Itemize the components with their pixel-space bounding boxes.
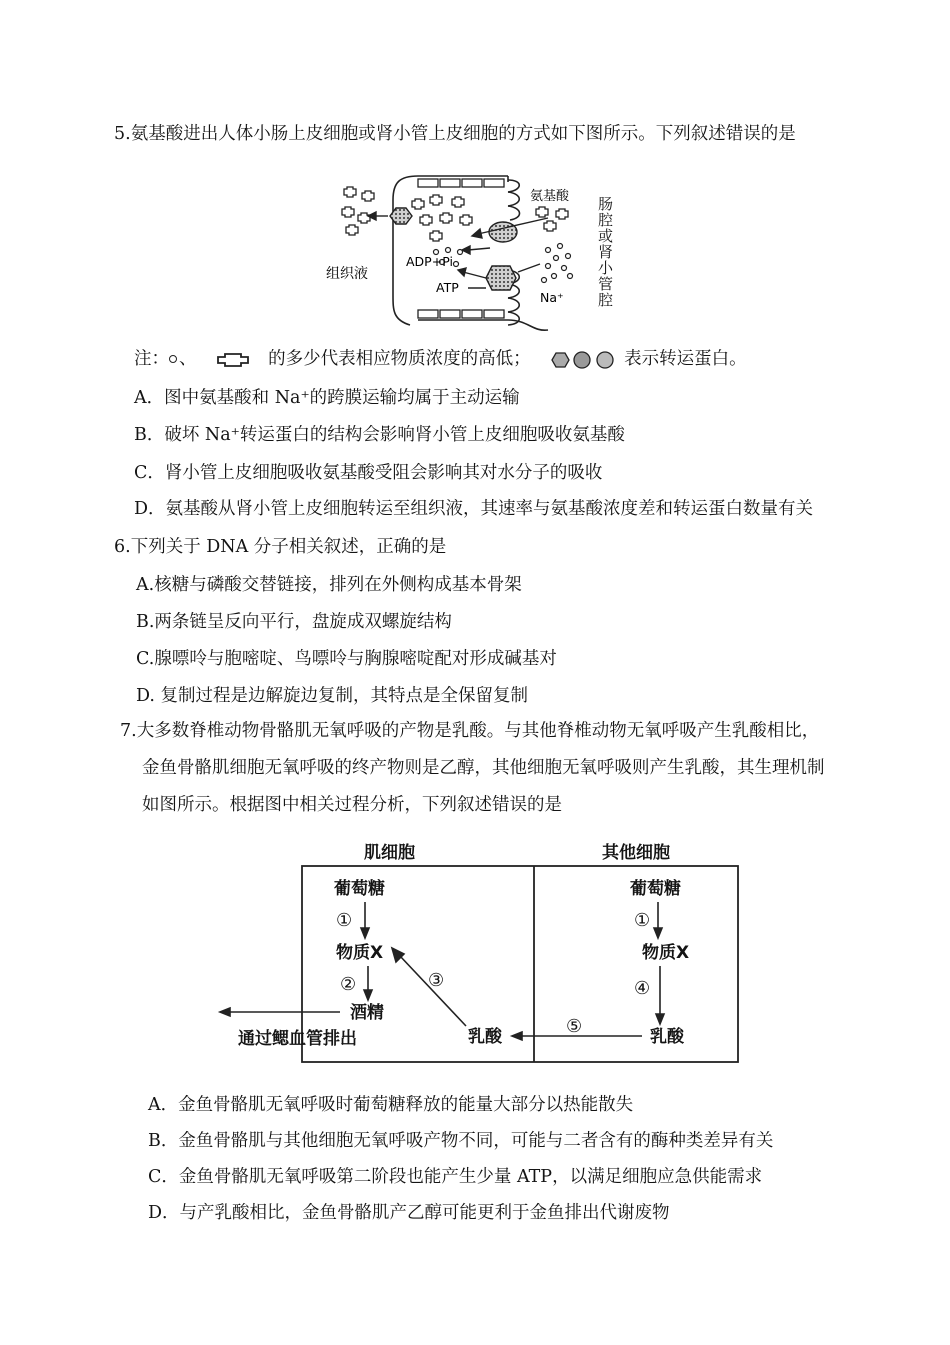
q6-stem: 6.下列关于 DNA 分子相关叙述，正确的是 — [114, 537, 447, 557]
transport-proteins — [390, 208, 517, 290]
muscle-cell-title: 肌细胞 — [364, 843, 415, 863]
label-tissue-fluid: 组织液 — [326, 266, 368, 282]
q5-note — [134, 348, 747, 370]
q5-stem: 5.氨基酸进出人体小肠上皮细胞或肾小管上皮细胞的方式如下图所示。下列叙述错误的是 — [114, 124, 796, 144]
step-4-label: ④ — [634, 978, 651, 999]
q7-option-d: D．与产乳酸相比，金鱼骨骼肌产乙醇可能更利于金鱼排出代谢废物 — [148, 1203, 670, 1223]
note-middle: 的多少代表相应物质浓度的高低； — [268, 349, 531, 369]
other-substance-x: 物质X — [642, 943, 690, 963]
other-cell-title: 其他细胞 — [602, 843, 670, 863]
amino-acid-icon — [216, 352, 250, 368]
label-lumen: 肠腔或肾小管腔 — [598, 195, 614, 309]
q7-stem-line-2: 金鱼骨骼肌细胞无氧呼吸的终产物则是乙醇，其他细胞无氧呼吸则产生乳酸，其生理机制 — [142, 758, 825, 778]
note-end: 表示转运蛋白。 — [624, 349, 747, 369]
excrete-label: 通过鳃血管排出 — [238, 1029, 357, 1049]
other-lactate: 乳酸 — [650, 1027, 684, 1047]
step-4-other-label: ① — [634, 910, 651, 931]
step-5-label: ⑤ — [566, 1016, 583, 1037]
q5-transport-figure — [318, 160, 638, 335]
other-glucose: 葡萄糖 — [630, 879, 681, 899]
q7-option-c: C．金鱼骨骼肌无氧呼吸第二阶段也能产生少量 ATP，以满足细胞应急供能需求 — [148, 1167, 763, 1187]
label-atp: ATP — [436, 280, 459, 295]
q6-option-b: B.两条链呈反向平行，盘旋成双螺旋结构 — [136, 612, 452, 632]
q7-stem-line-1: 7.大多数脊椎动物骨骼肌无氧呼吸的产物是乳酸。与其他脊椎动物无氧呼吸产生乳酸相比， — [120, 721, 820, 741]
tissue-amino-acids — [342, 187, 374, 235]
q5-option-b: B．破坏 Na⁺转运蛋白的结构会影响肾小管上皮细胞吸收氨基酸 — [134, 425, 625, 445]
muscle-glucose: 葡萄糖 — [334, 879, 385, 899]
q5-option-d: D．氨基酸从肾小管上皮细胞转运至组织液，其速率与氨基酸浓度差和转运蛋白数量有关 — [134, 499, 814, 519]
q7-stem-line-3: 如图所示。根据图中相关过程分析，下列叙述错误的是 — [142, 795, 562, 815]
q5-option-a: A．图中氨基酸和 Na⁺的跨膜运输均属于主动运输 — [134, 388, 520, 408]
cell-amino-acids — [412, 195, 472, 241]
step-1-label: ① — [336, 910, 353, 931]
step-2-label: ② — [340, 974, 357, 995]
q7-option-b: B．金鱼骨骼肌与其他细胞无氧呼吸产物不同，可能与二者含有的酶种类差异有关 — [148, 1131, 774, 1151]
q7-option-a: A．金鱼骨骼肌无氧呼吸时葡萄糖释放的能量大部分以热能散失 — [148, 1095, 634, 1115]
label-amino-acid: 氨基酸 — [530, 189, 570, 204]
q5-option-c: C．肾小管上皮细胞吸收氨基酸受阻会影响其对水分子的吸收 — [134, 463, 603, 483]
note-separator: 、 — [179, 349, 197, 369]
label-na-ion: Na⁺ — [540, 290, 564, 305]
muscle-substance-x: 物质X — [336, 943, 384, 963]
step-3-label: ③ — [428, 970, 445, 991]
label-adp-pi: ADP+Pi — [406, 254, 453, 269]
note-prefix: 注： — [134, 349, 169, 369]
muscle-alcohol: 酒精 — [350, 1003, 384, 1023]
ion-circle-icon — [169, 355, 177, 363]
q6-option-a: A.核糖与磷酸交替链接，排列在外侧构成基本骨架 — [136, 575, 522, 595]
transport-protein-icon — [550, 350, 616, 370]
q6-option-c: C.腺嘌呤与胞嘧啶、鸟嘌呤与胸腺嘧啶配对形成碱基对 — [136, 649, 557, 669]
tight-junctions — [418, 179, 504, 318]
muscle-lactate: 乳酸 — [468, 1027, 502, 1047]
q7-respiration-diagram — [210, 830, 770, 1070]
q6-option-d: D. 复制过程是边解旋边复制，其特点是全保留复制 — [136, 686, 529, 706]
